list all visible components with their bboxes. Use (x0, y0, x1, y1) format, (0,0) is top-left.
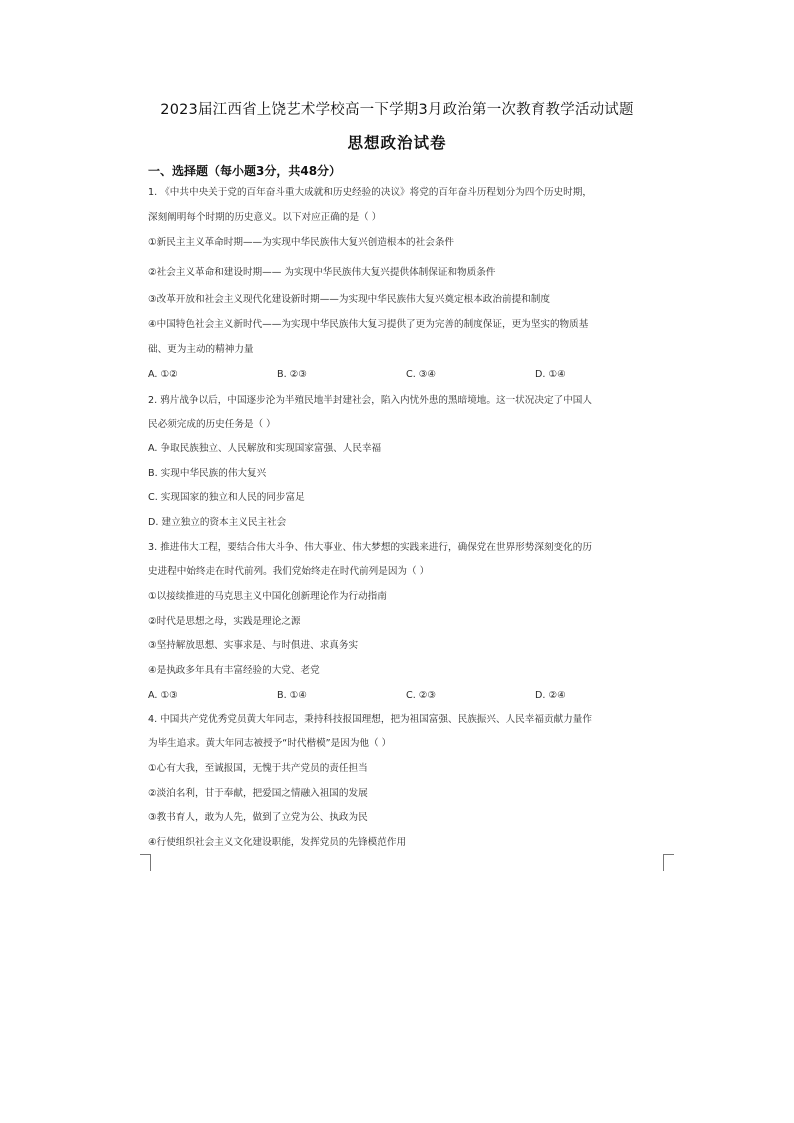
q2-option-d[interactable]: D. 建立独立的资本主义民主社会 (148, 517, 287, 528)
document-title: 2023届江西省上饶艺术学校高一下学期3月政治第一次教育教学活动试题 (160, 102, 634, 118)
q3-statement-2: ②时代是思想之母，实践是理论之源 (148, 616, 301, 627)
q1-stem-line-2: 深刻阐明每个时期的历史意义。以下对应正确的是（ ） (148, 212, 382, 223)
q4-statement-1: ①心有大我，至诚报国，无愧于共产党员的责任担当 (148, 763, 368, 774)
q1-option-a[interactable]: A. ①② (148, 369, 178, 380)
q3-stem-line-1: 3. 推进伟大工程，要结合伟大斗争、伟大事业、伟大梦想的实践来进行，确保党在世界形势深刻变化的历 (148, 542, 592, 553)
crop-mark-left (140, 854, 151, 871)
q4-stem-line-2: 为毕生追求。黄大年同志被授予“时代楷模”是因为他（ ） (148, 738, 392, 749)
section-heading: 一、选择题（每小题3分，共48分） (148, 164, 342, 178)
q3-option-b[interactable]: B. ①④ (277, 690, 307, 701)
q1-statement-2: ②社会主义革命和建设时期—— 为实现中华民族伟大复兴提供体制保证和物质条件 (148, 267, 496, 278)
q1-statement-3: ③改革开放和社会主义现代化建设新时期——为实现中华民族伟大复兴奠定根本政治前提和制度 (148, 294, 550, 305)
q2-stem-line-1: 2. 鸦片战争以后，中国逐步沦为半殖民地半封建社会，陷入内忧外患的黑暗境地。这一状况决定了中国人 (148, 395, 592, 406)
q3-statement-3: ③坚持解放思想、实事求是、与时俱进、求真务实 (148, 640, 359, 651)
q3-statement-1: ①以接续推进的马克思主义中国化创新理论作为行动指南 (148, 591, 387, 602)
q4-stem-line-1: 4. 中国共产党优秀党员黄大年同志，秉持科技报国理想，把为祖国富强、民族振兴、人民幸福贡献力量作 (148, 714, 592, 725)
q2-option-c[interactable]: C. 实现国家的独立和人民的同步富足 (148, 492, 305, 503)
q2-option-a[interactable]: A. 争取民族独立、人民解放和实现国家富强、人民幸福 (148, 443, 382, 454)
q3-option-c[interactable]: C. ②③ (406, 690, 436, 701)
q1-option-d[interactable]: D. ①④ (535, 369, 566, 380)
q1-option-b[interactable]: B. ②③ (277, 369, 307, 380)
q2-stem-line-2: 民必须完成的历史任务是（ ） (148, 419, 276, 430)
q2-option-b[interactable]: B. 实现中华民族的伟大复兴 (148, 468, 267, 479)
q4-statement-3: ③教书育人，敢为人先，做到了立党为公、执政为民 (148, 812, 368, 823)
q3-option-a[interactable]: A. ①③ (148, 690, 178, 701)
crop-mark-right (663, 854, 674, 871)
q1-statement-1: ①新民主主义革命时期——为实现中华民族伟大复兴创造根本的社会条件 (148, 237, 455, 248)
q1-statement-4: ④中国特色社会主义新时代——为实现中华民族伟大复习提供了更为完善的制度保证，更为坚实的物质基 (148, 319, 589, 330)
q3-statement-4: ④是执政多年具有丰富经验的大党、老党 (148, 665, 320, 676)
q1-statement-4-cont: 础、更为主动的精神力量 (148, 344, 254, 355)
document-subtitle: 思想政治试卷 (347, 134, 447, 152)
q1-stem-line-1: 1. 《中共中央关于党的百年奋斗重大成就和历史经验的决议》将党的百年奋斗历程划分为四个历史时期， (148, 187, 592, 198)
q1-option-c[interactable]: C. ③④ (406, 369, 436, 380)
q3-stem-line-2: 史进程中始终走在时代前列。我们党始终走在时代前列是因为（ ） (148, 566, 430, 577)
q4-statement-2: ②淡泊名利，甘于奉献，把爱国之情融入祖国的发展 (148, 788, 368, 799)
q4-statement-4: ④行使组织社会主义文化建设职能，发挥党员的先锋模范作用 (148, 837, 407, 848)
q3-option-d[interactable]: D. ②④ (535, 690, 566, 701)
